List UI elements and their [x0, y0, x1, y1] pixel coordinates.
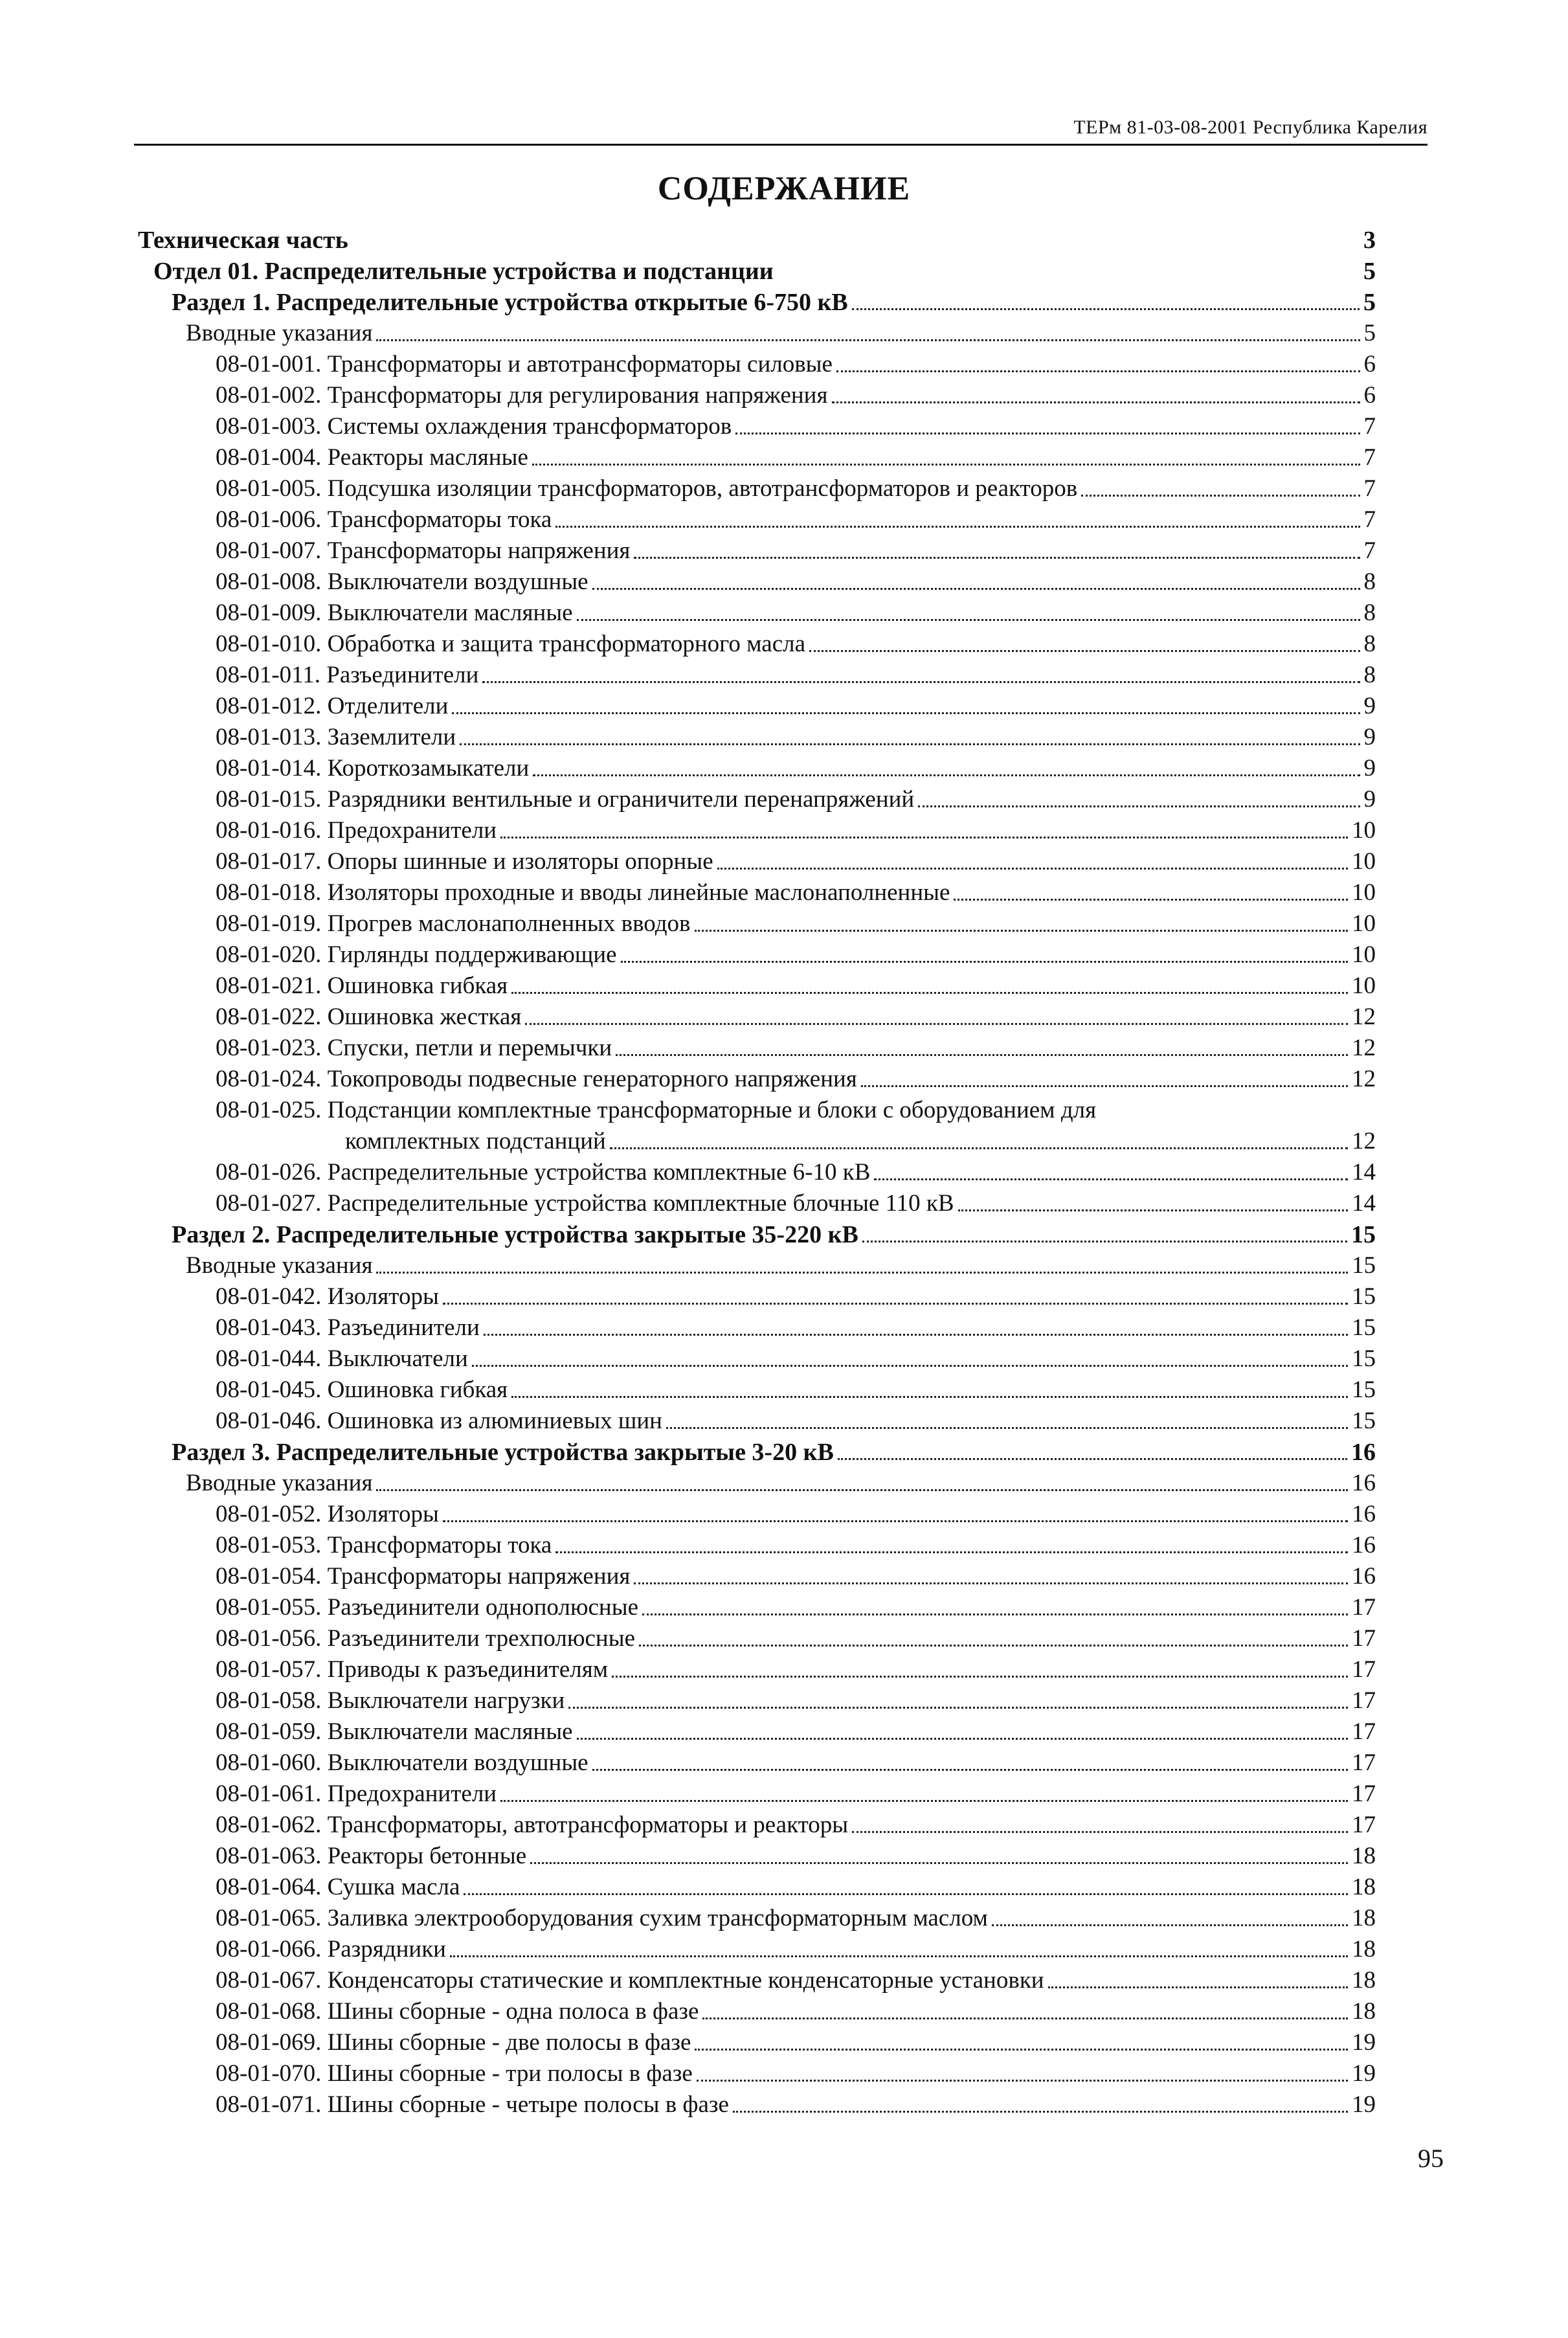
toc-entry: [216, 1777, 1376, 1808]
toc-page-number: 9: [1363, 693, 1376, 719]
toc-page-number: 17: [1352, 1687, 1376, 1714]
toc-entry-title: 08-01-067. Конденсаторы статические и комплектные конденсаторные установки: [216, 1967, 1044, 1994]
toc-entry-title: 08-01-023. Спуски, петли и перемычки: [216, 1035, 612, 1061]
toc-dot-leader: [616, 1054, 1348, 1056]
toc-entry-title: 08-01-008. Выключатели воздушные: [216, 568, 588, 595]
toc-entry: [186, 1249, 1376, 1280]
toc-entry: [216, 814, 1376, 845]
toc-dot-leader: [642, 1613, 1348, 1615]
toc-dot-leader: [484, 1334, 1348, 1336]
toc-dot-leader: [577, 1738, 1348, 1740]
toc-entry-title: 08-01-003. Системы охлаждения трансформаторов: [216, 413, 732, 440]
toc-dot-leader: [511, 1396, 1348, 1398]
toc-entry-title: 08-01-019. Прогрев маслонаполненных вводов: [216, 910, 691, 937]
toc-entry: [216, 348, 1376, 379]
toc-entry: [216, 1373, 1376, 1404]
toc-entry: [216, 1187, 1376, 1218]
toc-entry: [216, 1156, 1376, 1187]
toc-entry: [216, 1871, 1376, 1902]
toc-entry: [216, 1684, 1376, 1715]
toc-entry: [216, 1311, 1376, 1342]
toc-entry: [216, 1653, 1376, 1684]
toc-page-number: 17: [1352, 1749, 1376, 1776]
toc-entry-title: 08-01-009. Выключатели масляные: [216, 600, 573, 626]
toc-entry: [216, 1000, 1376, 1031]
toc-entry-title: 08-01-010. Обработка и защита трансформаторного масла: [216, 631, 806, 657]
toc-entry-title: 08-01-057. Приводы к разъединителям: [216, 1656, 609, 1683]
toc-page-number: 15: [1352, 1314, 1376, 1341]
toc-page-number: 16: [1352, 1563, 1376, 1590]
toc-dot-leader: [838, 1458, 1347, 1460]
toc-entry: [216, 938, 1376, 969]
toc-page-number: 18: [1352, 1874, 1376, 1900]
toc-page-number: 16: [1351, 1439, 1376, 1466]
toc-entry: [216, 565, 1376, 596]
toc-entry-title: 08-01-054. Трансформаторы напряжения: [216, 1563, 631, 1590]
toc-dot-leader: [954, 899, 1348, 901]
toc-entry-title: 08-01-027. Распределительные устройства комплектные блочные 110 кВ: [216, 1190, 954, 1217]
toc-page-number: 5: [1363, 320, 1376, 346]
toc-dot-leader: [634, 557, 1360, 559]
toc-dot-leader: [376, 339, 1360, 341]
toc-entry-title: 08-01-011. Разъединители: [216, 662, 479, 688]
toc-dot-leader: [610, 1147, 1348, 1149]
toc-dot-leader: [555, 1551, 1348, 1553]
toc-dot-leader: [443, 1303, 1348, 1305]
toc-page-number: 7: [1363, 537, 1376, 564]
toc-entry-title: Раздел 3. Распределительные устройства закрытые 3-20 кВ: [172, 1439, 834, 1466]
toc-entry: [216, 1031, 1376, 1062]
toc-page-number: 12: [1352, 1035, 1376, 1061]
toc-entry: [186, 317, 1376, 348]
toc-entry: [216, 379, 1376, 410]
toc-page-number: 17: [1352, 1781, 1376, 1807]
toc-dot-leader: [836, 370, 1360, 372]
toc-dot-leader: [958, 1209, 1348, 1211]
toc-dot-leader: [482, 681, 1360, 683]
toc-entry-title: Техническая часть: [138, 227, 348, 254]
toc-dot-leader: [577, 619, 1360, 621]
toc-dot-leader: [464, 1893, 1348, 1895]
toc-entry: [216, 596, 1376, 627]
toc-entry: [216, 1622, 1376, 1653]
toc-entry-title: 08-01-060. Выключатели воздушные: [216, 1749, 588, 1776]
toc-entry-title: 08-01-021. Ошиновка гибкая: [216, 972, 508, 999]
toc-page-number: 6: [1363, 382, 1376, 409]
toc-entry: [216, 1933, 1376, 1964]
toc-entry-title: 08-01-044. Выключатели: [216, 1345, 468, 1372]
toc-entry-title: 08-01-020. Гирлянды поддерживающие: [216, 941, 617, 968]
toc-dot-leader: [621, 961, 1348, 963]
toc-entry: [216, 1280, 1376, 1311]
toc-page-number: 15: [1352, 1345, 1376, 1372]
toc-entry: [172, 1218, 1376, 1249]
toc-page-number: 6: [1363, 351, 1376, 377]
toc-dot-leader: [733, 2111, 1348, 2113]
toc-entry-title: 08-01-061. Предохранители: [216, 1781, 497, 1807]
toc-entry: [216, 1808, 1376, 1839]
toc-page-number: 8: [1363, 662, 1376, 688]
toc-page-number: 19: [1352, 2029, 1376, 2056]
toc-page-number: 10: [1352, 910, 1376, 937]
toc-page-number: 18: [1352, 1998, 1376, 2025]
toc-page-number: 18: [1352, 1967, 1376, 1994]
toc-entry: [216, 2088, 1376, 2119]
toc-entry-title: 08-01-071. Шины сборные - четыре полосы в фазе: [216, 2091, 729, 2118]
toc-dot-leader: [452, 712, 1360, 714]
toc-entry-title: 08-01-004. Реакторы масляные: [216, 444, 528, 471]
toc-dot-leader: [634, 1582, 1348, 1584]
toc-page-number: 17: [1352, 1718, 1376, 1745]
toc-entry-title: 08-01-016. Предохранители: [216, 817, 497, 844]
toc-page-number: 16: [1352, 1532, 1376, 1558]
toc-dot-leader: [695, 2049, 1348, 2051]
toc-page-number: 10: [1352, 848, 1376, 875]
toc-dot-leader: [532, 464, 1360, 466]
toc-dot-leader: [639, 1645, 1348, 1647]
toc-page-number: 14: [1352, 1190, 1376, 1217]
toc-entry: [216, 969, 1376, 1000]
toc-dot-leader: [832, 401, 1360, 403]
toc-entry-title: 08-01-046. Ошиновка из алюминиевых шин: [216, 1408, 662, 1434]
toc-dot-leader: [1081, 495, 1360, 497]
toc-dot-leader: [376, 1272, 1348, 1274]
toc-entry: [216, 845, 1376, 876]
toc-entry: [216, 1746, 1376, 1777]
toc-page-number: 10: [1352, 972, 1376, 999]
toc-entry: [216, 907, 1376, 938]
toc-entry: [345, 1125, 1376, 1156]
toc-page-number: 16: [1352, 1501, 1376, 1527]
toc-entry-title: 08-01-024. Токопроводы подвесные генераторного напряжения: [216, 1066, 857, 1092]
toc-dot-leader: [809, 650, 1360, 652]
toc-page-number: 7: [1363, 413, 1376, 440]
toc-dot-leader: [376, 1489, 1348, 1491]
toc-entry-title: комплектных подстанций: [345, 1128, 606, 1154]
toc-entry-title: 08-01-026. Распределительные устройства комплектные 6-10 кВ: [216, 1159, 871, 1186]
toc-dot-leader: [443, 1520, 1348, 1522]
toc-entry-title: 08-01-068. Шины сборные - одна полоса в фазе: [216, 1998, 699, 2025]
toc-entry-title: Вводные указания: [186, 1470, 373, 1496]
toc-entry: [216, 1498, 1376, 1529]
toc-entry-title: 08-01-015. Разрядники вентильные и ограничители перенапряжений: [216, 786, 915, 813]
toc-entry-title: 08-01-056. Разъединители трехполюсные: [216, 1625, 636, 1652]
toc-entry: [153, 254, 1376, 286]
toc-dot-leader: [735, 433, 1360, 434]
toc-entry-title: Раздел 1. Распределительные устройства открытые 6-750 кВ: [172, 289, 848, 316]
toc-entry: [216, 1529, 1376, 1560]
toc-dot-leader: [697, 2080, 1348, 2082]
toc-entry: [186, 1467, 1376, 1498]
toc-entry: [216, 1062, 1376, 1094]
toc-entry-title: 08-01-043. Разъединители: [216, 1314, 480, 1341]
running-header: ТЕРм 81-03-08-2001 Республика Карелия: [1073, 117, 1428, 138]
toc-dot-leader: [460, 743, 1360, 745]
toc-page-number: 12: [1352, 1066, 1376, 1092]
toc-page-number: 8: [1363, 568, 1376, 595]
toc-page-number: 10: [1352, 817, 1376, 844]
toc-entry-title: 08-01-066. Разрядники: [216, 1936, 446, 1962]
toc-entry-title: 08-01-042. Изоляторы: [216, 1283, 439, 1310]
toc-entry-title: 08-01-002. Трансформаторы для регулирования напряжения: [216, 382, 828, 409]
toc-entry: [216, 441, 1376, 472]
toc-entry: [216, 1342, 1376, 1373]
toc-page-number: 15: [1352, 1408, 1376, 1434]
toc-dot-leader: [852, 1831, 1348, 1833]
toc-dot-leader: [511, 992, 1348, 994]
toc-entry: [138, 223, 1376, 254]
toc-dot-leader: [555, 526, 1360, 528]
toc-entry-title: Отдел 01. Распределительные устройства и подстанции: [153, 258, 774, 285]
toc-page-number: 12: [1352, 1004, 1376, 1030]
toc-page-number: 7: [1363, 506, 1376, 533]
toc-entry-title: 08-01-055. Разъединители однополюсные: [216, 1594, 639, 1621]
toc-dot-leader: [450, 1955, 1348, 1957]
toc-entry-title: 08-01-012. Отделители: [216, 693, 449, 719]
toc-entry: [216, 690, 1376, 721]
toc-entry-title: Раздел 2. Распределительные устройства закрытые 35-220 кВ: [172, 1221, 858, 1248]
toc-page-number: 14: [1352, 1159, 1376, 1186]
toc-entry-title: 08-01-063. Реакторы бетонные: [216, 1843, 527, 1869]
toc-entry: [216, 1995, 1376, 2026]
toc-page-number: 17: [1352, 1812, 1376, 1838]
toc-entry-title: 08-01-062. Трансформаторы, автотрансформаторы и реакторы: [216, 1812, 849, 1838]
toc-dot-leader: [500, 1800, 1348, 1802]
toc-page-number: 9: [1363, 786, 1376, 813]
toc-dot-leader: [592, 588, 1360, 590]
toc-page-number: 17: [1352, 1656, 1376, 1683]
toc-entry: [172, 286, 1376, 317]
toc-entry-title: 08-01-006. Трансформаторы тока: [216, 506, 552, 533]
toc-entry: [216, 1404, 1376, 1435]
toc-entry: [216, 503, 1376, 534]
toc-entry-title: 08-01-052. Изоляторы: [216, 1501, 439, 1527]
toc-dot-leader: [530, 1862, 1348, 1864]
toc-entry-title: Вводные указания: [186, 1252, 373, 1279]
toc-entry: [216, 658, 1376, 690]
toc-dot-leader: [862, 1241, 1347, 1242]
toc-entry: [216, 1902, 1376, 1933]
toc-page-number: 9: [1363, 724, 1376, 750]
toc-entry-title: Вводные указания: [186, 320, 373, 346]
toc-dot-leader: [472, 1365, 1348, 1367]
header-rule: [134, 144, 1428, 146]
toc-entry: [216, 876, 1376, 907]
toc-entry-title: 08-01-025. Подстанции комплектные трансформаторные и блоки с оборудованием для: [216, 1097, 1097, 1123]
toc-entry-title: 08-01-070. Шины сборные - три полосы в фазе: [216, 2060, 693, 2087]
toc-dot-leader: [992, 1924, 1348, 1926]
toc-dot-leader: [1048, 1986, 1348, 1988]
toc-page-number: 5: [1363, 289, 1376, 316]
page-title: СОДЕРЖАНИЕ: [657, 170, 911, 207]
toc-page-number: 15: [1352, 1377, 1376, 1403]
toc-page-number: 18: [1352, 1843, 1376, 1869]
toc-entry: [216, 1715, 1376, 1746]
toc-entry: [216, 1591, 1376, 1622]
toc-dot-leader: [525, 1023, 1348, 1025]
toc-entry: [216, 721, 1376, 752]
toc-dot-leader: [592, 1769, 1348, 1771]
toc-entry-title: 08-01-059. Выключатели масляные: [216, 1718, 573, 1745]
toc-entry-title: 08-01-001. Трансформаторы и автотрансформаторы силовые: [216, 351, 833, 377]
toc-page-number: 10: [1352, 941, 1376, 968]
toc-entry: [216, 2026, 1376, 2057]
toc-entry-title: 08-01-065. Заливка электрооборудования сухим трансформаторным маслом: [216, 1905, 988, 1931]
toc-entry-title: 08-01-017. Опоры шинные и изоляторы опорные: [216, 848, 713, 875]
toc-entry-title: 08-01-064. Сушка масла: [216, 1874, 460, 1900]
toc-page-number: 10: [1352, 879, 1376, 906]
toc-entry: [172, 1435, 1376, 1467]
toc-dot-leader: [918, 805, 1360, 807]
toc-dot-leader: [702, 2018, 1348, 2019]
page-number: 95: [1418, 2144, 1444, 2173]
toc-page-number: 12: [1352, 1128, 1376, 1154]
toc-dot-leader: [861, 1085, 1348, 1087]
toc-page-number: 8: [1363, 600, 1376, 626]
toc-entry-title: 08-01-014. Короткозамыкатели: [216, 755, 530, 781]
toc-page-number: 8: [1363, 631, 1376, 657]
toc-entry-title: 08-01-069. Шины сборные - две полосы в фазе: [216, 2029, 691, 2056]
toc-entry-title: 08-01-013. Заземлители: [216, 724, 456, 750]
toc-page-number: 7: [1363, 444, 1376, 471]
toc-dot-leader: [500, 837, 1348, 838]
toc-dot-leader: [612, 1676, 1348, 1678]
toc-page-number: 19: [1352, 2091, 1376, 2118]
toc-entry-title: 08-01-018. Изоляторы проходные и вводы линейные маслонаполненные: [216, 879, 950, 906]
toc-dot-leader: [568, 1707, 1348, 1709]
toc-entry: [216, 627, 1376, 658]
toc-page-number: 7: [1363, 475, 1376, 502]
toc-page-number: 15: [1351, 1221, 1376, 1248]
toc-page-number: 16: [1352, 1470, 1376, 1496]
toc-dot-leader: [666, 1427, 1348, 1429]
toc-dot-leader: [874, 1178, 1348, 1180]
toc-page-number: 5: [1363, 258, 1376, 285]
toc-page-number: 17: [1352, 1625, 1376, 1652]
toc-page-number: 9: [1363, 755, 1376, 781]
toc-entry: [216, 410, 1376, 441]
toc-entry-title: 08-01-058. Выключатели нагрузки: [216, 1687, 565, 1714]
toc-entry: [216, 1560, 1376, 1591]
toc-dot-leader: [717, 868, 1348, 870]
toc-page-number: 15: [1352, 1283, 1376, 1310]
toc-page-number: 15: [1352, 1252, 1376, 1279]
toc-entry-title: 08-01-022. Ошиновка жесткая: [216, 1004, 522, 1030]
toc-entry-title: 08-01-045. Ошиновка гибкая: [216, 1377, 508, 1403]
toc-entry: [216, 2057, 1376, 2088]
toc-page-number: 18: [1352, 1905, 1376, 1931]
toc-entry: [216, 752, 1376, 783]
toc-dot-leader: [533, 774, 1360, 776]
toc-page-number: 18: [1352, 1936, 1376, 1962]
toc-entry: [216, 534, 1376, 565]
toc-entry: [216, 1964, 1376, 1995]
toc-dot-leader: [852, 308, 1360, 310]
toc-page-number: 19: [1352, 2060, 1376, 2087]
toc-entry: [216, 472, 1376, 503]
toc-entry-title: 08-01-053. Трансформаторы тока: [216, 1532, 552, 1558]
toc-entry: [216, 1839, 1376, 1871]
toc-page-number: 17: [1352, 1594, 1376, 1621]
toc-dot-leader: [695, 930, 1348, 932]
toc-page-number: 3: [1363, 227, 1376, 254]
toc-entry: [216, 1094, 1376, 1125]
toc-entry-title: 08-01-007. Трансформаторы напряжения: [216, 537, 631, 564]
toc-entry-title: 08-01-005. Подсушка изоляции трансформаторов, автотрансформаторов и реакторов: [216, 475, 1078, 502]
toc-entry: [216, 783, 1376, 814]
